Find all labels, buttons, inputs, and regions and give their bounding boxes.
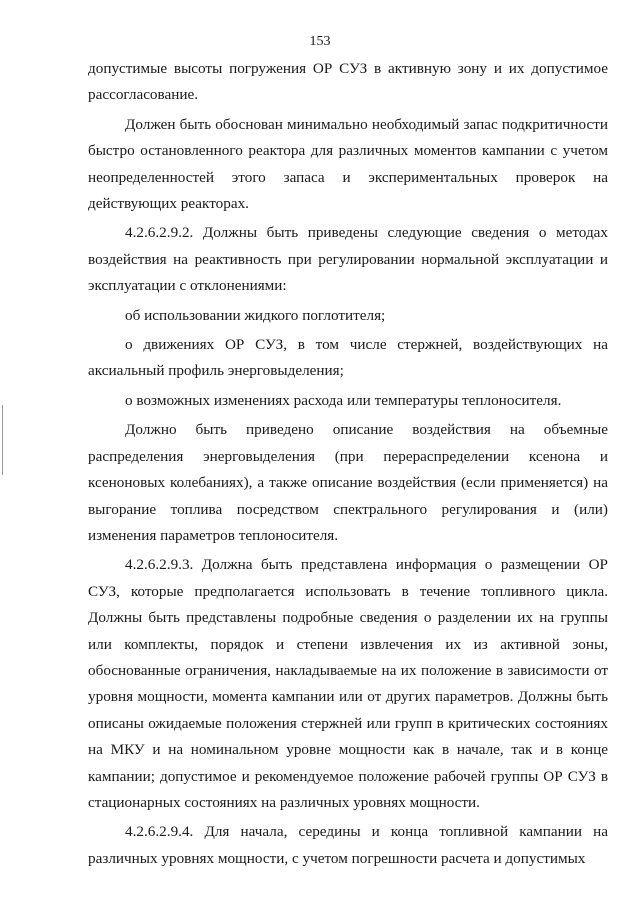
paragraph-3: 4.2.6.2.9.2. Должны быть приведены следующие сведения о методах воздействия на реактивность при регулировании нормальной эксплуатации и эксплуатации с отклонениями: xyxy=(88,224,608,295)
scan-margin-line xyxy=(2,405,3,475)
paragraph-5: о движениях ОР СУЗ, в том числе стержней, воздействующих на аксиальный профиль энерговыделения; xyxy=(88,336,608,380)
paragraph-1: допустимые высоты погружения ОР СУЗ в активную зону и их допустимое рассогласование. xyxy=(88,60,608,104)
page-number: 153 xyxy=(309,34,331,49)
paragraph-7: Должно быть приведено описание воздействия на объемные распределения энерговыделения (при перераспределении ксенона и ксеноновых колебаниях), а также описание воздействия (если применяется) на выгорание топлива посредством спектрального регулирования и (или) изменения параметров теплоносителя. xyxy=(88,421,608,544)
paragraph-9: 4.2.6.2.9.4. Для начала, середины и конца топливной кампании на различных уровнях мощности, с учетом погрешности расчета и допустимых xyxy=(88,823,608,867)
paragraph-4: об использовании жидкого поглотителя; xyxy=(125,306,386,324)
paragraph-2: Должен быть обоснован минимально необходимый запас подкритичности быстро остановленного реактора для различных моментов кампании с учетом неопределенностей этого запаса и экспериментальных проверок на действующих реакторах. xyxy=(88,115,608,213)
paragraph-8: 4.2.6.2.9.3. Должна быть представлена информация о размещении ОР СУЗ, которые предполагается использовать в течение топливного цикла. Должны быть представлены подробные сведения о разделении их на группы или комплекты, порядок и степени извлечения их из активной зоны, обоснованные ограничения, накладываемые на их положение в зависимости от уровня мощности, момента кампании или от других параметров. Должны быть описаны ожидаемые положения стержней или групп в критических состояниях на МКУ и на номинальном уровне мощности как в начале, так и в конце кампании; допустимое и рекомендуемое положение рабочей группы ОР СУЗ в стационарных состояниях на различных уровнях мощности. xyxy=(88,556,608,811)
document-body xyxy=(88,56,608,872)
paragraph-6: о возможных изменениях расхода или температуры теплоносителя. xyxy=(125,391,562,409)
